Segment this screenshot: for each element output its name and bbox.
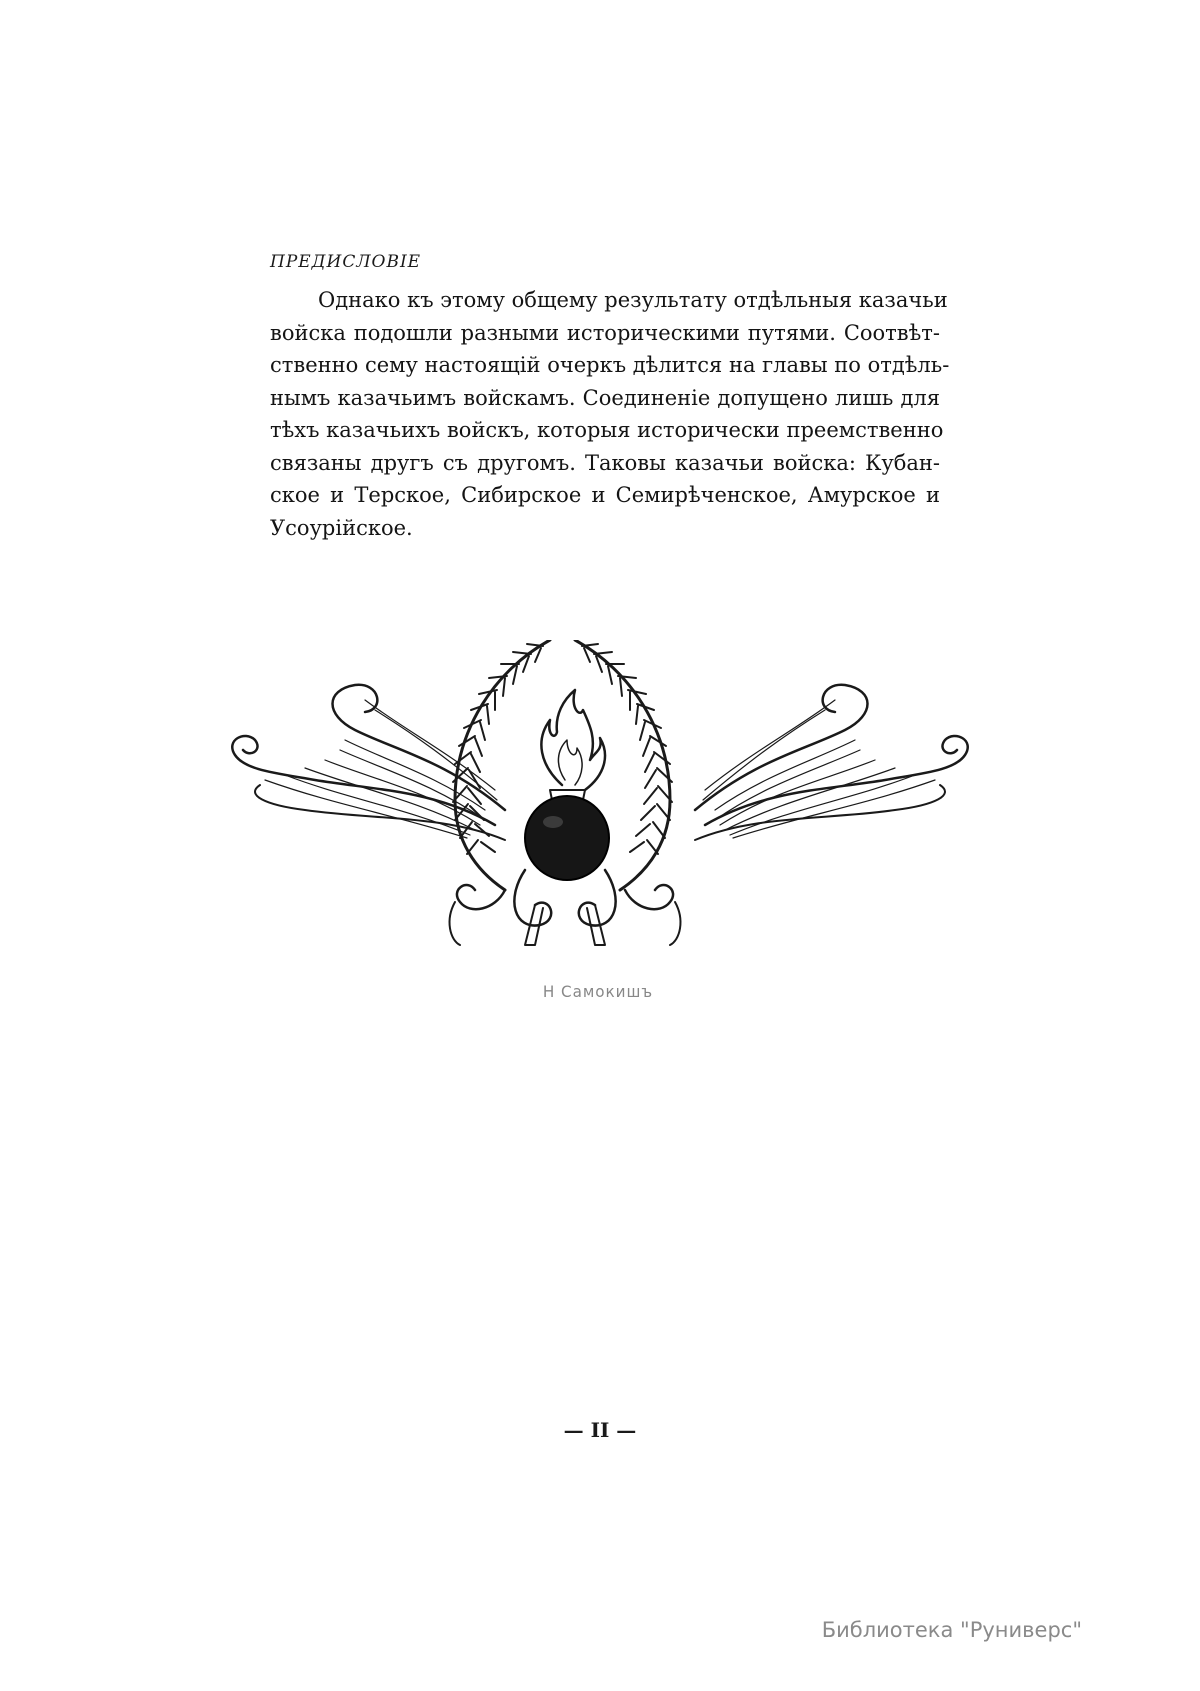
text-line: ственно сему настоящій очеркъ дѣлится на главы по отдѣль- <box>270 353 950 377</box>
text-line: связаны другъ съ другомъ. Таковы казачьи войска: Кубан- <box>270 450 940 475</box>
decorative-vignette <box>205 640 995 950</box>
text-line: Усоурійское. <box>270 515 413 540</box>
library-watermark: Библиотека "Руниверс" <box>821 1618 1082 1642</box>
artist-signature: Н Самокишъ <box>542 982 654 1001</box>
grenade-wreath-icon <box>205 640 995 950</box>
page-number: — II — <box>563 1418 637 1442</box>
preface-paragraph <box>270 284 950 544</box>
text-line: нымъ казачьимъ войскамъ. Соединеніе допущено лишь для <box>270 385 940 410</box>
text-line: Однако къ этому общему результату отдѣльныя казачьи <box>318 288 948 312</box>
text-line: тѣхъ казачьихъ войскъ, которыя исторически преемственно <box>270 418 944 442</box>
text-line: ское и Терское, Сибирское и Семирѣченское, Амурское и <box>270 483 940 507</box>
text-line: войска подошли разными историческими путями. Соотвѣт- <box>270 320 940 345</box>
running-head: ПРЕДИСЛОВІЕ <box>270 252 422 272</box>
